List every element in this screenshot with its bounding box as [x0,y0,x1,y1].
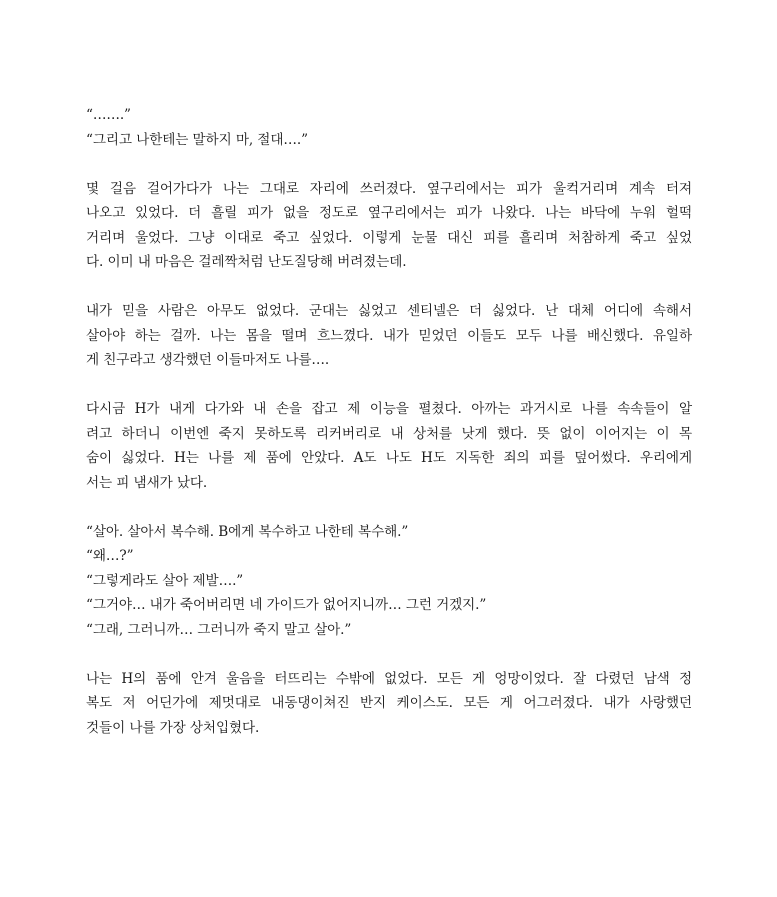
paragraph [86,177,692,275]
text-line: “그거야… 내가 죽어버리면 네 가이드가 없어지니까… 그런 거겠지.” [86,597,487,613]
paragraph [86,397,692,495]
paragraph-gap [86,275,692,300]
text-line: “…….” [86,107,131,123]
text-line: 숨이 싫었다. H는 나를 제 품에 안았다. A도 나도 H도 지독한 죄의 피를 덮어썼다. 우리에게 [86,450,692,466]
text-line: 게 친구라고 생각했던 이들마저도 나를…. [86,352,330,368]
text-line: 거리며 울었다. 그냥 이대로 죽고 싶었다. 이렇게 눈물 대신 피를 흘리며 처참하게 죽고 싶었 [86,229,692,246]
text-line: “그리고 나한테는 말하지 마, 절대….” [86,131,308,148]
text-line: “왜…?” [86,548,134,564]
text-line: 복도 저 어딘가에 제멋대로 내동댕이쳐진 반지 케이스도. 모든 게 어그러졌다. 내가 사랑했던 [86,695,692,711]
text-line: 다시금 H가 내게 다가와 내 손을 잡고 제 이능을 펼쳤다. 아까는 과거시로 나를 속속들이 알 [86,401,692,417]
paragraph [86,667,692,741]
paragraph [86,299,692,373]
paragraph-gap [86,495,692,520]
text-line: 나는 H의 품에 안겨 울음을 터뜨리는 수밖에 없었다. 모든 게 엉망이었다. 잘 다렸던 남색 정 [86,670,692,687]
document-page [86,103,692,740]
text-line: 몇 걸음 걸어가다가 나는 그대로 자리에 쓰러졌다. 옆구리에서는 피가 울컥거리며 계속 터져 [86,180,692,197]
text-line: “그래, 그러니까… 그러니까 죽지 말고 살아.” [86,621,352,638]
text-line: “그렇게라도 살아 제발….” [86,572,244,589]
text-line: 서는 피 냄새가 났다. [86,474,208,491]
text-line: 나오고 있었다. 더 흘릴 피가 없을 정도로 옆구리에서는 피가 나왔다. 나는 바닥에 누워 헐떡 [86,205,692,221]
dialogue-block [86,103,692,152]
text-line: 것들이 나를 가장 상처입혔다. [86,719,260,736]
text-line: 려고 하더니 이번엔 죽지 못하도록 리커버리로 내 상처를 낫게 했다. 뜻 없이 이어지는 이 목 [86,425,692,442]
text-line: 살아야 하는 걸까. 나는 몸을 떨며 흐느꼈다. 내가 믿었던 이들도 모두 나를 배신했다. 유일하 [86,327,692,344]
text-line: 다. 이미 내 마음은 걸레짝처럼 난도질당해 버려졌는데. [86,254,407,270]
paragraph-gap [86,152,692,177]
text-line: 내가 믿을 사람은 아무도 없었다. 군대는 싫었고 센티넬은 더 싫었다. 난 대체 어디에 속해서 [86,303,692,319]
dialogue-block [86,520,692,643]
paragraph-gap [86,642,692,667]
text-line: “살아. 살아서 복수해. B에게 복수하고 나한테 복수해.” [86,523,409,540]
paragraph-gap [86,373,692,398]
